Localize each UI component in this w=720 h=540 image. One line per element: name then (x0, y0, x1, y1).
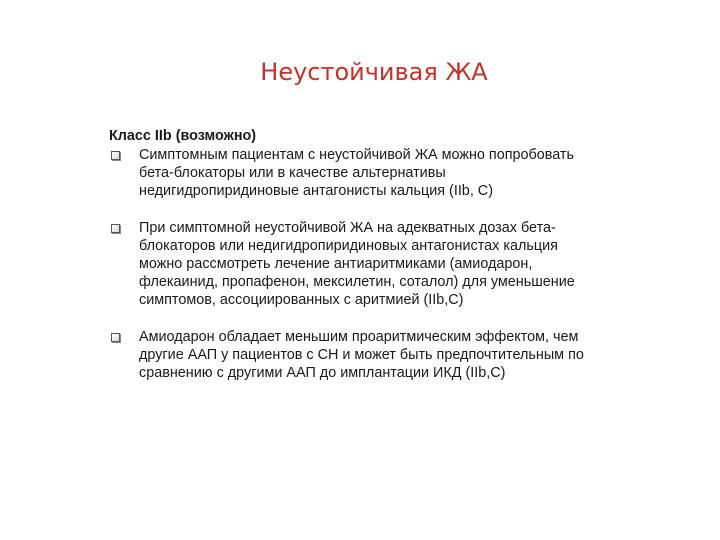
bullet-2-line-1: При симптомной неустойчивой ЖА на адекватных дозах бета- (139, 220, 556, 236)
bullet-item-3 (109, 328, 609, 382)
bullet-3-line-1: Амиодарон обладает меньшим проаритмическим эффектом, чем (139, 329, 579, 345)
bullet-1-line-2: бета-блокаторы или в качестве альтернативы (139, 165, 446, 181)
bullet-3-line-2: другие ААП у пациентов с СН и может быть предпочтительным по (139, 347, 584, 363)
bullet-2-line-4: флекаинид, пропафенон, мексилетин, соталол) для уменьшение (139, 274, 575, 290)
bullet-2-line-3: можно рассмотреть лечение антиаритмиками (амиодарон, (139, 256, 533, 272)
checkbox-bullet-icon (111, 333, 120, 342)
checkbox-bullet-icon (111, 151, 120, 160)
bullet-3-line-3: сравнению с другими ААП до имплантации ИКД (IIb,C) (139, 365, 506, 381)
checkbox-bullet-icon (111, 224, 120, 233)
bullet-item-2 (109, 219, 609, 309)
slide-title-text: Неустойчивая ЖА (260, 58, 488, 86)
bullet-2-line-2: блокаторов или недигидропиридиновых антагонистах кальция (139, 238, 558, 254)
class-heading: Класс IIb (возможно) (109, 128, 257, 144)
bullet-2-line-5: симптомов, ассоциированных с аритмией (IIb,C) (139, 292, 464, 308)
slide-title (0, 56, 720, 88)
slide-content (109, 127, 609, 382)
bullet-1-line-3: недигидропиридиновые антагонисты кальция (IIb, C) (139, 183, 493, 199)
bullet-item-1 (109, 146, 609, 200)
bullet-1-line-1: Симптомным пациентам с неустойчивой ЖА можно попробовать (139, 147, 575, 163)
